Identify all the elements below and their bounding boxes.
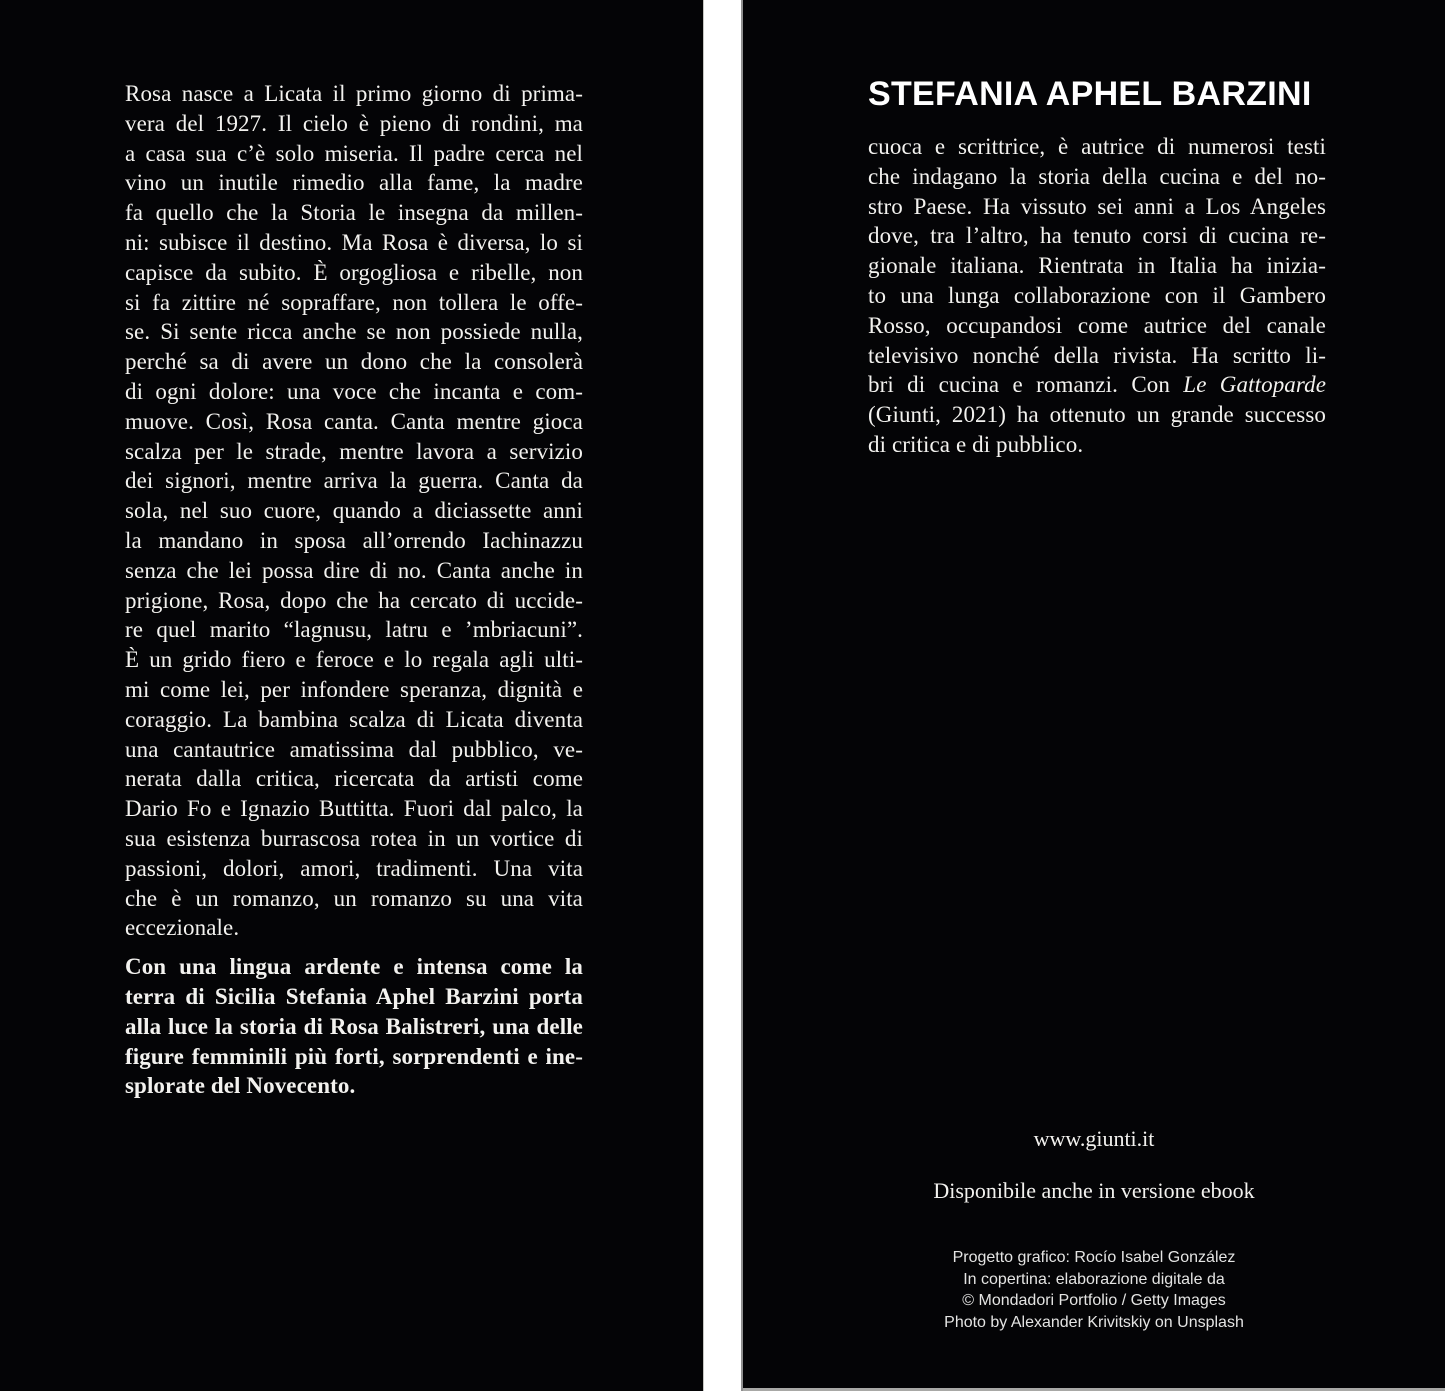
text-line: terra di Sicilia Stefania Aphel Barzini porta (125, 983, 583, 1009)
right-flap-panel (743, 0, 1445, 1391)
text-line: la mandano in sposa all’orrendo Iachinazzu (125, 527, 583, 553)
text-line: stro Paese. Ha vissuto sei anni a Los Angeles (868, 193, 1326, 219)
text-line: alla luce la storia di Rosa Balistreri, una delle (125, 1013, 583, 1039)
text-line: che indagano la storia della cucina e del no- (868, 163, 1326, 189)
text-line: Dario Fo e Ignazio Buttitta. Fuori dal palco, la (125, 796, 583, 822)
highlight-paragraph (125, 952, 583, 1101)
text-line: televisivo nonché della rivista. Ha scritto li- (868, 342, 1326, 368)
text-line: sua esistenza burrascosa rotea in un vortice di (125, 825, 583, 851)
synopsis-text-column (0, 0, 703, 1101)
text-line: cuoca e scrittrice, è autrice di numerosi testi (868, 134, 1326, 159)
text-line: Rosso, occupandosi come autrice del canale (868, 312, 1326, 338)
text-line: bri di cucina e romanzi. Con Le Gattoparde (868, 372, 1327, 398)
text-line: sola, nel suo cuore, quando a diciassette anni (125, 498, 583, 524)
synopsis-paragraph (125, 79, 583, 943)
text-line: re quel marito “lagnusu, latru e ’mbriacuni”. (125, 617, 583, 643)
author-name-heading: STEFANIA APHEL BARZINI (868, 75, 1312, 113)
text-line: to una lunga collaborazione con il Gambero (868, 282, 1326, 308)
text-line: senza che lei possa dire di no. Canta anche in (125, 557, 583, 583)
text-line: passioni, dolori, amori, tradimenti. Una vita (125, 855, 583, 881)
text-line: scalza per le strade, mentre lavora a servizio (125, 438, 583, 464)
text-line: eccezionale. (125, 915, 240, 941)
text-line: ni: subisce il destino. Ma Rosa è diversa, lo si (125, 229, 583, 255)
text-line: a casa sua c’è solo miseria. Il padre cerca nel (125, 140, 583, 166)
text-line: capisce da subito. È orgogliosa e ribelle, non (125, 259, 583, 285)
text-line: di critica e di pubblico. (868, 431, 1084, 457)
text-line: In copertina: elaborazione digitale da (963, 1270, 1225, 1288)
text-line: nerata dalla critica, ricercata da artisti come (125, 766, 583, 792)
text-line: muove. Così, Rosa canta. Canta mentre gioca (125, 408, 583, 434)
text-line: prigione, Rosa, dopo che ha cercato di uccide- (125, 587, 583, 613)
text-line: figure femminili più forti, sorprendenti e ine- (125, 1043, 583, 1069)
text-line: perché sa di avere un dono che la consolerà (125, 349, 583, 375)
text-line: © Mondadori Portfolio / Getty Images (962, 1292, 1226, 1310)
spine-gap (703, 0, 743, 1391)
text-line: fa quello che la Storia le insegna da millen- (125, 200, 583, 226)
text-line: splorate del Novecento. (125, 1073, 356, 1099)
text-line: si fa zittire né sopraffare, non tollera le offe- (125, 289, 583, 315)
text-line: che è un romanzo, un romanzo su una vita (125, 885, 583, 911)
text-line: dei signori, mentre arriva la guerra. Canta da (125, 468, 583, 494)
text-line: una cantautrice amatissima dal pubblico, ve- (125, 736, 583, 762)
design-credits (743, 1247, 1445, 1334)
text-line: È un grido fiero e feroce e lo regala agli ulti- (125, 647, 583, 673)
text-line: mi come lei, per infondere speranza, dignità e (125, 676, 583, 702)
ebook-availability-note: Disponibile anche in versione ebook (933, 1178, 1255, 1203)
text-line: di ogni dolore: una voce che incanta e com- (125, 378, 583, 404)
text-line: dove, tra l’altro, ha tenuto corsi di cucina re- (868, 223, 1326, 249)
text-line: Photo by Alexander Krivitskiy on Unsplash (944, 1314, 1244, 1332)
author-text-column (743, 0, 1445, 460)
publisher-website: www.giunti.it (1033, 1126, 1155, 1151)
left-flap-panel (0, 0, 703, 1391)
text-line: (Giunti, 2021) ha ottenuto un grande successo (868, 402, 1326, 428)
text-line: coraggio. La bambina scalza di Licata diventa (125, 706, 583, 732)
text-line: vera del 1927. Il cielo è pieno di rondini, ma (125, 110, 583, 136)
text-line: Progetto grafico: Rocío Isabel González (952, 1249, 1236, 1266)
text-line: se. Si sente ricca anche se non possiede nulla, (125, 319, 583, 345)
text-line: Con una lingua ardente e intensa come la (125, 954, 583, 980)
author-bio-paragraph (868, 132, 1326, 460)
text-line: vino un inutile rimedio alla fame, la madre (125, 170, 583, 196)
text-line: Rosa nasce a Licata il primo giorno di prima- (125, 81, 583, 106)
text-line: gionale italiana. Rientrata in Italia ha inizia- (868, 253, 1326, 279)
